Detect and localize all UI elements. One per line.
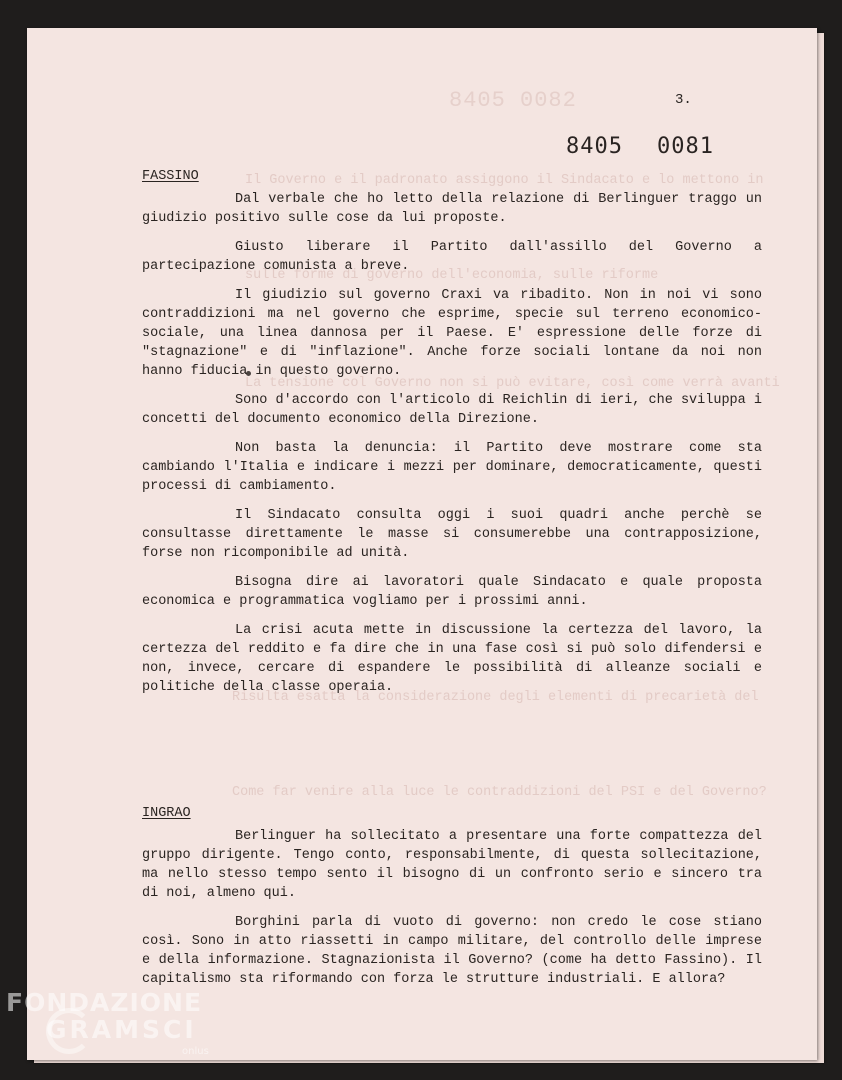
paragraph: Sono d'accordo con l'articolo di Reichlin di ieri, che sviluppa i concetti del documento economico della Direzione. xyxy=(142,393,762,427)
speaker-name: INGRAO xyxy=(142,806,191,821)
paragraph: Berlinguer ha sollecitato a presentare una forte compattezza del gruppo dirigente. Tengo conto, responsabilmente, di questa sollecitazione, ma nello stesso tempo sento il bisogno di un confronto serio e sincero tra di noi, almeno qui. xyxy=(142,829,762,901)
fondazione-gramsci-watermark xyxy=(6,988,209,1057)
bleed-through-text: Come far venire alla luce le contraddizioni del PSI e del Governo? xyxy=(232,785,767,800)
paragraph: Il giudizio sul governo Craxi va ribadito. Non in noi vi sono contraddizioni ma nel governo che esprime, specie sul terreno economico-sociale, una linea dannosa per il Paese. E' espressione delle forze di "stagnazione" e di "inflazione". Anche forze sociali lontane da noi non hanno fiducia in questo governo. xyxy=(142,288,762,379)
paragraph: Dal verbale che ho letto della relazione di Berlinguer traggo un giudizio positivo sulle cose da lui proposte. xyxy=(142,192,762,226)
section-gap xyxy=(142,707,762,804)
bleed-through-text: sulle forme di governo dell'economia, sulle riforme xyxy=(245,268,659,283)
gramsci-logo-icon xyxy=(46,1008,92,1054)
watermark-line: onlus xyxy=(182,1046,209,1057)
speaker-name: FASSINO xyxy=(142,169,199,184)
speech-section xyxy=(142,804,762,989)
bleed-through-archive-code: 8405 0082 xyxy=(449,88,577,113)
paragraph: Bisogna dire ai lavoratori quale Sindacato e quale proposta economica e programmatica vogliamo per i prossimi anni. xyxy=(142,575,762,609)
paragraph: La crisi acuta mette in discussione la certezza del lavoro, la certezza del reddito e fa dire che in una fase così si può solo difendersi e non, invece, cercare di espandere le possibilità di alleanze sociali e politiche della classe operaia. xyxy=(142,623,762,695)
paragraph: Non basta la denuncia: il Partito deve mostrare come sta cambiando l'Italia e indicare i mezzi per dominare, democraticamente, questi processi di cambiamento. xyxy=(142,441,762,494)
bleed-through-text: Risulta esatta la considerazione degli elementi di precarietà del xyxy=(232,690,759,705)
bleed-through-text: La tensione col Governo non si può evitare, così come verrà avanti xyxy=(245,376,780,391)
document-body xyxy=(142,167,762,999)
archive-code xyxy=(566,134,748,159)
paragraph: Giusto liberare il Partito dall'assillo del Governo a partecipazione comunista a breve. xyxy=(142,240,762,274)
document-page xyxy=(27,28,817,1060)
paragraph: Il Sindacato consulta oggi i suoi quadri anche perchè se consultasse direttamente le masse si consumerebbe una contrapposizione, forse non ricomponibile ad unità. xyxy=(142,508,762,561)
archive-code-part: 8405 xyxy=(566,134,623,159)
paragraph: Borghini parla di vuoto di governo: non credo le cose stiano così. Sono in atto riassetti in campo militare, del controllo delle imprese e della informazione. Stagnazionista il Governo? (come ha detto Fassino). Il capitalismo sta riformando con forza le strutture industriali. E allora? xyxy=(142,915,762,987)
watermark-line: GRAMSCI xyxy=(46,1015,197,1044)
archive-code-part: 0081 xyxy=(656,134,714,159)
speech-section xyxy=(142,167,762,697)
watermark-line: FONDAZIONE xyxy=(6,988,203,1017)
page-number: 3. xyxy=(675,92,692,108)
bleed-through-text: Il Governo e il padronato assiggono il Sindacato e lo mettono in xyxy=(245,173,764,188)
